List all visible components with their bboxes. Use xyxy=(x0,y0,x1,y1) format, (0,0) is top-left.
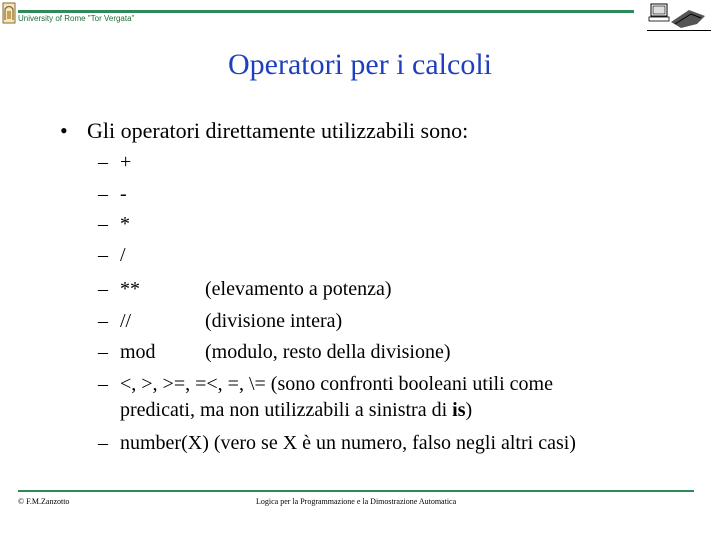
is-keyword: is xyxy=(452,399,466,421)
intro-bullet xyxy=(60,118,468,144)
operator-note: (divisione intera) xyxy=(205,310,343,332)
dash-symbol: – xyxy=(98,151,108,173)
university-seal-icon xyxy=(2,2,16,24)
operator-item-mod xyxy=(98,341,451,364)
number-line: number(X) (vero se X è un numero, falso negli altri casi) xyxy=(120,432,576,454)
slide-title-text: Operatori per i calcoli xyxy=(227,48,493,81)
operator: + xyxy=(120,151,132,173)
comparison-line-2: predicati, ma non utilizzabili a sinistra di xyxy=(120,399,453,421)
intro-text: Gli operatori direttamente utilizzabili sono: xyxy=(87,118,469,143)
operator: mod xyxy=(120,341,156,363)
operator: * xyxy=(120,213,130,235)
dash-symbol: – xyxy=(98,373,108,395)
dash-symbol: – xyxy=(98,183,108,205)
operator: ** xyxy=(120,278,140,300)
bullet-symbol: • xyxy=(60,118,68,143)
operator-note: (modulo, resto della divisione) xyxy=(205,341,451,363)
university-name: University of Rome "Tor Vergata" xyxy=(18,14,135,23)
operator: - xyxy=(120,183,127,205)
department-logo-icon xyxy=(645,2,713,40)
comparison-line-2-end: ) xyxy=(465,399,473,421)
operator-item-divide xyxy=(98,244,126,267)
operator-note: (elevamento a potenza) xyxy=(205,278,392,300)
footer-author: © F.M.Zanzotto xyxy=(18,497,70,506)
dash-symbol: – xyxy=(98,278,108,300)
dash-symbol: – xyxy=(98,213,108,235)
slide-title xyxy=(0,48,720,82)
comparison-item xyxy=(98,373,553,396)
operator-item-minus xyxy=(98,183,127,206)
operator-item-power xyxy=(98,278,392,301)
operator: // xyxy=(120,310,132,332)
operator: / xyxy=(120,244,126,266)
footer-course: Logica per la Programmazione e la Dimostrazione Automatica xyxy=(256,497,457,506)
header-rule xyxy=(18,10,634,13)
dash-symbol: – xyxy=(98,244,108,266)
dash-symbol: – xyxy=(98,432,108,454)
number-item xyxy=(98,432,576,455)
operator-item-plus xyxy=(98,151,131,174)
dash-symbol: – xyxy=(98,310,108,332)
dash-symbol: – xyxy=(98,341,108,363)
operator-item-times xyxy=(98,213,130,236)
comparison-continuation xyxy=(120,399,472,422)
footer-rule xyxy=(18,490,694,492)
operator-item-int-divide xyxy=(98,310,343,333)
comparison-line-1: <, >, >=, =<, =, \= (sono confronti booleani utili come xyxy=(120,373,553,395)
